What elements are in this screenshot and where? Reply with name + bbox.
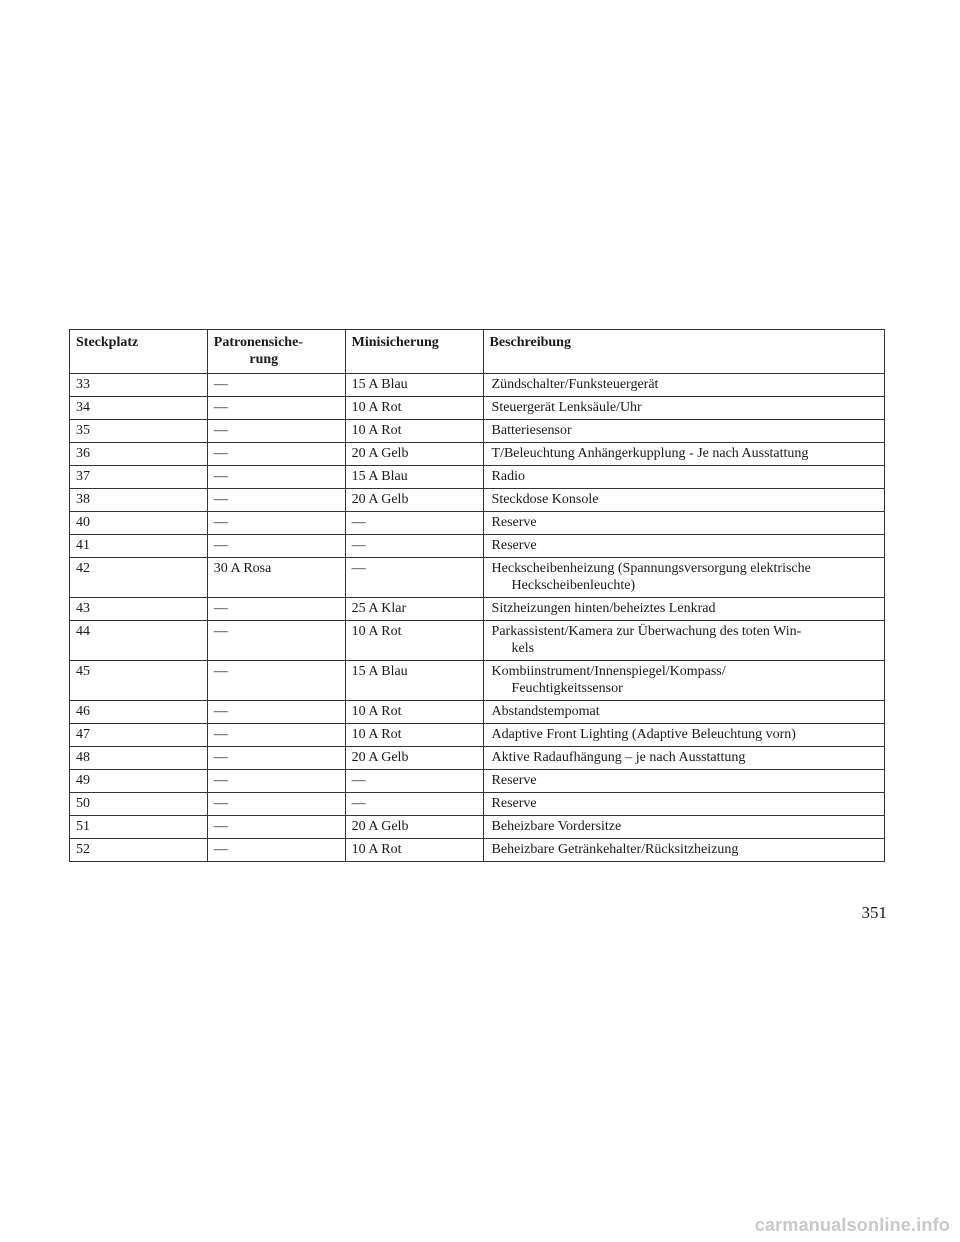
description-line: Radio — [491, 469, 525, 484]
table-row — [70, 701, 885, 724]
table-row — [70, 466, 885, 489]
cell-cartridge: — — [207, 701, 345, 724]
table-row — [70, 558, 885, 598]
cell-slot: 36 — [70, 443, 208, 466]
header-mini: Minisicherung — [345, 330, 483, 374]
watermark: carmanualsonline.info — [754, 1215, 950, 1235]
table-row — [70, 839, 885, 862]
table-row — [70, 535, 885, 558]
table-row — [70, 443, 885, 466]
description-line: Abstandstempomat — [491, 704, 600, 719]
cell-cartridge: — — [207, 839, 345, 862]
table-row — [70, 793, 885, 816]
cell-cartridge: — — [207, 535, 345, 558]
cell-mini: 10 A Rot — [345, 701, 483, 724]
cell-cartridge: — — [207, 816, 345, 839]
cell-slot: 48 — [70, 747, 208, 770]
description-line: Steuergerät Lenksäule/Uhr — [491, 400, 642, 415]
description-line: Sitzheizungen hinten/beheiztes Lenkrad — [491, 601, 716, 616]
cell-mini: 10 A Rot — [345, 397, 483, 420]
cell-description — [483, 701, 884, 724]
cell-mini: — — [345, 770, 483, 793]
cell-slot: 43 — [70, 598, 208, 621]
cell-description — [483, 535, 884, 558]
table-row — [70, 397, 885, 420]
cell-slot: 51 — [70, 816, 208, 839]
cell-cartridge: — — [207, 489, 345, 512]
cell-cartridge: — — [207, 793, 345, 816]
page-number: 351 — [861, 903, 887, 922]
cell-mini: 10 A Rot — [345, 724, 483, 747]
cell-slot: 35 — [70, 420, 208, 443]
cell-description — [483, 621, 884, 661]
cell-cartridge: — — [207, 397, 345, 420]
cell-slot: 46 — [70, 701, 208, 724]
cell-cartridge: — — [207, 661, 345, 701]
description-continuation: kels — [511, 641, 535, 656]
cell-slot: 34 — [70, 397, 208, 420]
cell-slot: 47 — [70, 724, 208, 747]
cell-slot: 40 — [70, 512, 208, 535]
cell-slot: 41 — [70, 535, 208, 558]
table-row — [70, 770, 885, 793]
description-line: Parkassistent/Kamera zur Überwachung des toten Win- — [491, 624, 802, 639]
description-line: Heckscheibenheizung (Spannungsversorgung elektrische — [491, 561, 811, 576]
cell-cartridge: — — [207, 443, 345, 466]
table-row — [70, 420, 885, 443]
cell-cartridge: — — [207, 770, 345, 793]
cell-description — [483, 558, 884, 598]
cell-slot: 49 — [70, 770, 208, 793]
description-continuation: Feuchtigkeitssensor — [511, 681, 623, 696]
cell-description — [483, 839, 884, 862]
cell-description — [483, 420, 884, 443]
table-row — [70, 724, 885, 747]
cell-slot: 37 — [70, 466, 208, 489]
description-line: Adaptive Front Lighting (Adaptive Beleuchtung vorn) — [491, 727, 796, 742]
cell-mini: 15 A Blau — [345, 466, 483, 489]
cell-cartridge: — — [207, 621, 345, 661]
fuse-table — [69, 329, 885, 862]
cell-slot: 52 — [70, 839, 208, 862]
header-slot: Steckplatz — [70, 330, 208, 374]
cell-mini: — — [345, 535, 483, 558]
header-description: Beschreibung — [483, 330, 884, 374]
cell-cartridge: — — [207, 466, 345, 489]
header-cartridge-line2: rung — [249, 352, 279, 367]
header-cartridge-line1: Patronensiche- — [213, 335, 303, 350]
cell-description — [483, 443, 884, 466]
cell-slot: 42 — [70, 558, 208, 598]
description-line: Reserve — [491, 796, 537, 811]
cell-mini: 20 A Gelb — [345, 747, 483, 770]
table-row — [70, 598, 885, 621]
cell-slot: 50 — [70, 793, 208, 816]
cell-cartridge: — — [207, 724, 345, 747]
header-cartridge — [207, 330, 345, 374]
cell-description — [483, 661, 884, 701]
table-row — [70, 512, 885, 535]
description-continuation: Heckscheibenleuchte) — [511, 578, 636, 593]
cell-slot: 38 — [70, 489, 208, 512]
cell-cartridge: — — [207, 374, 345, 397]
table-row — [70, 621, 885, 661]
table-body — [70, 374, 885, 862]
cell-mini: 25 A Klar — [345, 598, 483, 621]
table-row — [70, 661, 885, 701]
cell-description — [483, 770, 884, 793]
cell-mini: — — [345, 793, 483, 816]
cell-mini: 10 A Rot — [345, 839, 483, 862]
cell-mini: — — [345, 558, 483, 598]
cell-mini: 20 A Gelb — [345, 816, 483, 839]
table-header-row — [70, 330, 885, 374]
description-line: Kombiinstrument/Innenspiegel/Kompass/ — [491, 664, 726, 679]
cell-mini: 20 A Gelb — [345, 489, 483, 512]
cell-cartridge: — — [207, 512, 345, 535]
description-line: Reserve — [491, 538, 537, 553]
cell-mini: 10 A Rot — [345, 420, 483, 443]
cell-description — [483, 489, 884, 512]
table-row — [70, 374, 885, 397]
cell-description — [483, 374, 884, 397]
description-line: Reserve — [491, 773, 537, 788]
cell-cartridge: — — [207, 420, 345, 443]
cell-description — [483, 397, 884, 420]
description-line: Beheizbare Vordersitze — [491, 819, 622, 834]
table-row — [70, 747, 885, 770]
description-line: Zündschalter/Funksteuergerät — [491, 377, 659, 392]
description-line: Aktive Radaufhängung – je nach Ausstattung — [491, 750, 746, 765]
cell-slot: 33 — [70, 374, 208, 397]
table-row — [70, 816, 885, 839]
cell-mini: 10 A Rot — [345, 621, 483, 661]
cell-cartridge: — — [207, 747, 345, 770]
cell-description — [483, 816, 884, 839]
cell-description — [483, 724, 884, 747]
table-row — [70, 489, 885, 512]
cell-description — [483, 466, 884, 489]
cell-cartridge: 30 A Rosa — [207, 558, 345, 598]
description-line: Steckdose Konsole — [491, 492, 599, 507]
description-line: Batteriesensor — [491, 423, 572, 438]
cell-description — [483, 598, 884, 621]
cell-mini: 20 A Gelb — [345, 443, 483, 466]
cell-mini: — — [345, 512, 483, 535]
cell-description — [483, 512, 884, 535]
cell-cartridge: — — [207, 598, 345, 621]
cell-slot: 45 — [70, 661, 208, 701]
description-line: T/Beleuchtung Anhängerkupplung - Je nach Ausstattung — [491, 446, 809, 461]
cell-slot: 44 — [70, 621, 208, 661]
cell-description — [483, 793, 884, 816]
description-line: Reserve — [491, 515, 537, 530]
cell-mini: 15 A Blau — [345, 374, 483, 397]
cell-description — [483, 747, 884, 770]
description-line: Beheizbare Getränkehalter/Rücksitzheizung — [491, 842, 739, 857]
cell-mini: 15 A Blau — [345, 661, 483, 701]
